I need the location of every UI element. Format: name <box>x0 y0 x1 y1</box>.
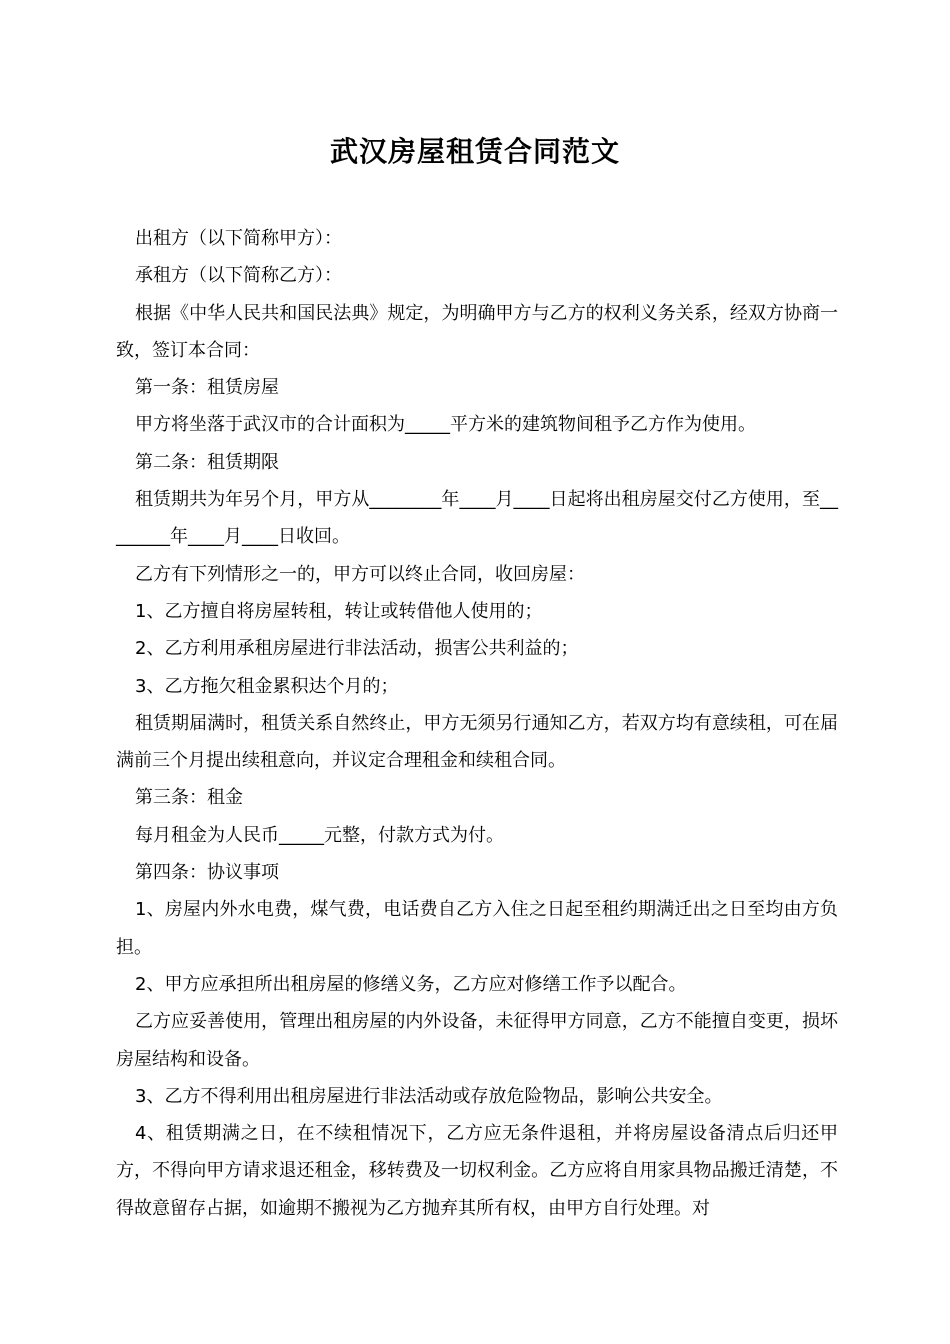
article-4-item-1: 1、房屋内外水电费，煤气费，电话费自乙方入住之日起至租约期满迁出之日至均由方负担。 <box>116 899 838 958</box>
article-4-item-2: 2、甲方应承担所出租房屋的修缮义务，乙方应对修缮工作予以配合。 <box>135 973 687 995</box>
article-4-item-4: 4、租赁期满之日，在不续租情况下，乙方应无条件退租，并将房屋设备清点后归还甲方，不得向甲方请求退还租金，移转费及一切权利金。乙方应将自用家具物品搬迁清楚，不得故意留存占据，如逾期不搬视为乙方抛弃其所有权，由甲方自行处理。对 <box>116 1123 838 1219</box>
article-3-heading: 第三条：租金 <box>135 787 243 809</box>
article-4-heading: 第四条：协议事项 <box>135 862 279 884</box>
document-body <box>116 220 838 1227</box>
article-2-item-1: 1、乙方擅自将房屋转租，转让或转借他人使用的； <box>135 600 543 622</box>
article-2-item-2: 2、乙方利用承租房屋进行非法活动，损害公共利益的； <box>135 638 579 660</box>
paragraph-lessor: 出租方（以下简称甲方）： <box>135 228 342 249</box>
document-title: 武汉房屋租赁合同范文 <box>329 135 620 168</box>
article-4-item-2-detail: 乙方应妥善使用，管理出租房屋的内外设备，未征得甲方同意，乙方不能擅自变更，损坏房屋结构和设备。 <box>116 1011 838 1070</box>
article-1-text: 甲方将坐落于武汉市的合计面积为_____平方米的建筑物间租予乙方作为使用。 <box>135 414 756 436</box>
article-1-heading: 第一条：租赁房屋 <box>135 377 279 399</box>
article-2-renewal: 租赁期届满时，租赁关系自然终止，甲方无须另行通知乙方，若双方均有意续租，可在届满前三个月提出续租意向，并议定合理租金和续租合同。 <box>116 712 838 772</box>
article-2-heading: 第二条：租赁期限 <box>135 451 279 473</box>
article-4-item-3: 3、乙方不得利用出租房屋进行非法活动或存放危险物品，影响公共安全。 <box>135 1085 723 1107</box>
article-2-item-3: 3、乙方拖欠租金累积达个月的； <box>135 675 399 697</box>
article-3-text: 每月租金为人民币_____元整，付款方式为付。 <box>135 824 504 846</box>
article-2-text: 租赁期共为年另个月，甲方从________年____月____日起将出租房屋交付乙方使用，至________年____月____日收回。 <box>116 489 838 548</box>
paragraph-lessee: 承租方（以下简称乙方）： <box>135 265 342 287</box>
article-2-termination-intro: 乙方有下列情形之一的，甲方可以终止合同，收回房屋： <box>135 563 585 585</box>
paragraph-preamble: 根据《中华人民共和国民法典》规定，为明确甲方与乙方的权利义务关系，经双方协商一致，签订本合同： <box>116 302 838 361</box>
